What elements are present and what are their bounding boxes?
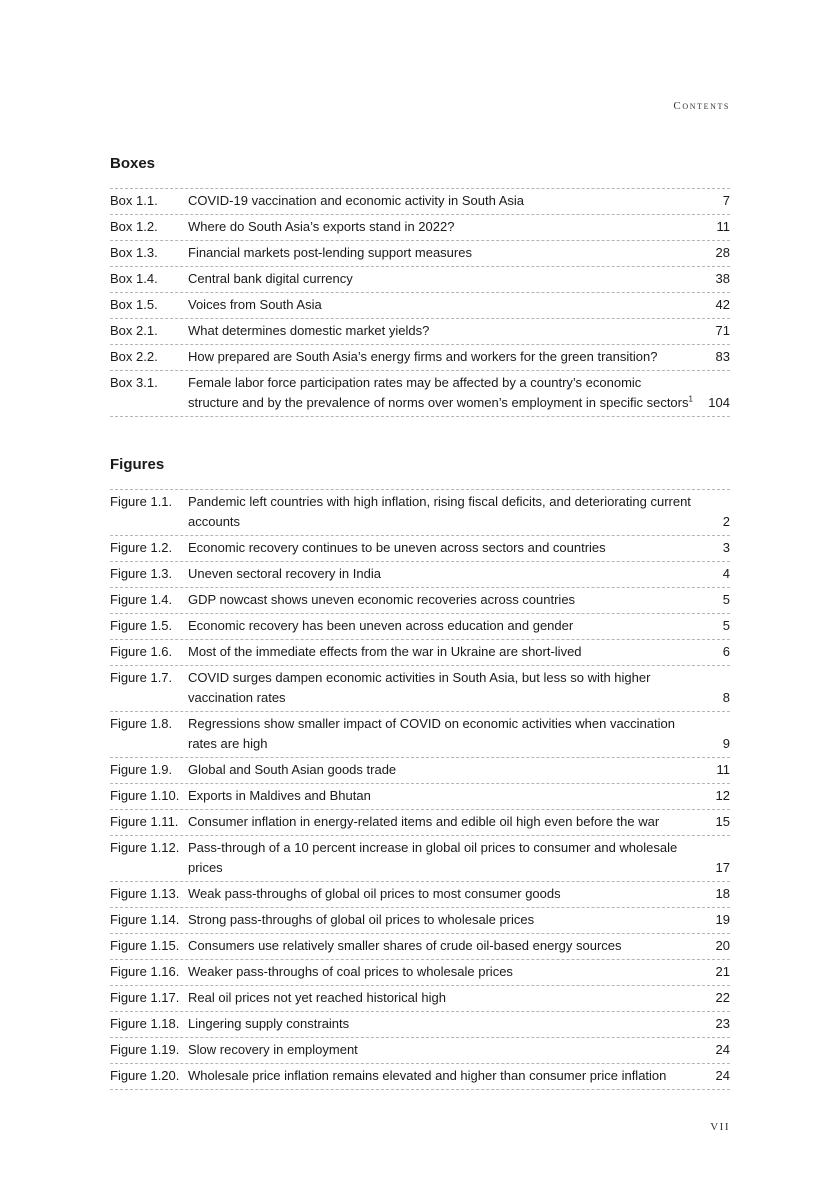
entry-page-number: 11 [716, 219, 730, 234]
entry-title-text: Slow recovery in employment [188, 1042, 358, 1057]
entry-page-number: 71 [715, 323, 730, 338]
entry-title [188, 1040, 702, 1060]
entry-label: Box 1.4. [110, 271, 158, 286]
toc-entry[interactable] [110, 836, 730, 882]
toc-entry[interactable] [110, 241, 730, 267]
entry-label: Figure 1.3. [110, 566, 173, 581]
entry-page-number: 23 [715, 1016, 730, 1031]
entry-title-text: GDP nowcast shows uneven economic recoveries across countries [188, 592, 576, 607]
toc-entry[interactable] [110, 882, 730, 908]
entry-title [188, 642, 702, 662]
entry-page-number: 104 [708, 395, 730, 410]
entry-page-number: 19 [715, 912, 730, 927]
entry-title [188, 668, 702, 708]
toc-entry[interactable] [110, 189, 730, 215]
entry-page-number: 15 [715, 814, 730, 829]
toc-entry[interactable] [110, 712, 730, 758]
entry-title-text: Uneven sectoral recovery in India [188, 566, 381, 581]
entry-title [188, 321, 702, 341]
entry-page-number: 24 [715, 1068, 730, 1083]
entry-page-number: 20 [715, 938, 730, 953]
entry-title [188, 786, 702, 806]
entry-page-number: 21 [715, 964, 730, 979]
entry-label: Figure 1.19. [110, 1042, 180, 1057]
entry-title [188, 243, 702, 263]
entry-page-number: 8 [722, 690, 730, 705]
entry-title-text: COVID surges dampen economic activities in South Asia, but less so with higher vaccination rates [188, 670, 651, 705]
entry-title [188, 838, 702, 878]
entry-label: Box 1.5. [110, 297, 158, 312]
toc-entry[interactable] [110, 215, 730, 241]
footnote-marker[interactable]: 1 [688, 394, 693, 404]
entry-page-number: 5 [722, 592, 730, 607]
toc-entry[interactable] [110, 371, 730, 417]
toc-entry[interactable] [110, 758, 730, 784]
toc-entry[interactable] [110, 960, 730, 986]
toc-entry[interactable] [110, 536, 730, 562]
entry-title [188, 191, 702, 211]
entry-title-text: Regressions show smaller impact of COVID on economic activities when vaccination rates are high [188, 716, 675, 751]
toc-entry[interactable] [110, 810, 730, 836]
entry-title [188, 988, 702, 1008]
entry-page-number: 38 [715, 271, 730, 286]
toc-entry[interactable] [110, 784, 730, 810]
contents-body [110, 154, 730, 1090]
entry-title [188, 269, 702, 289]
figures-heading: Figures [110, 456, 165, 473]
entry-title [188, 616, 702, 636]
entry-page-number: 24 [715, 1042, 730, 1057]
entry-title-text: Weaker pass-throughs of coal prices to wholesale prices [188, 964, 513, 979]
toc-entry[interactable] [110, 1064, 730, 1090]
entry-page-number: 11 [716, 762, 730, 777]
entry-title-text: Economic recovery has been uneven across education and gender [188, 618, 574, 633]
toc-entry[interactable] [110, 562, 730, 588]
entry-title [188, 373, 702, 413]
entry-title-text: Pandemic left countries with high inflation, rising fiscal deficits, and deteriorating current accounts [188, 494, 691, 529]
entry-title-text: Lingering supply constraints [188, 1016, 350, 1031]
entry-label: Figure 1.12. [110, 840, 180, 855]
boxes-list [110, 188, 730, 417]
entry-title [188, 492, 702, 532]
entry-title [188, 962, 702, 982]
entry-label: Figure 1.14. [110, 912, 180, 927]
entry-label: Figure 1.18. [110, 1016, 180, 1031]
entry-label: Box 2.2. [110, 349, 158, 364]
entry-page-number: 22 [715, 990, 730, 1005]
toc-entry[interactable] [110, 293, 730, 319]
entry-label: Figure 1.4. [110, 592, 173, 607]
entry-label: Figure 1.7. [110, 670, 173, 685]
entry-page-number: 18 [715, 886, 730, 901]
entry-page-number: 17 [715, 860, 730, 875]
entry-title-text: Strong pass-throughs of global oil prices to wholesale prices [188, 912, 535, 927]
entry-title [188, 295, 702, 315]
toc-entry[interactable] [110, 1038, 730, 1064]
toc-entry[interactable] [110, 345, 730, 371]
entry-title-text: Where do South Asia’s exports stand in 2022? [188, 219, 455, 234]
entry-label: Box 3.1. [110, 375, 158, 390]
entry-label: Figure 1.9. [110, 762, 173, 777]
entry-label: Box 1.3. [110, 245, 158, 260]
toc-entry[interactable] [110, 640, 730, 666]
entry-label: Figure 1.10. [110, 788, 180, 803]
figures-list [110, 489, 730, 1090]
entry-title-text: Consumers use relatively smaller shares of crude oil-based energy sources [188, 938, 622, 953]
entry-title-text: Real oil prices not yet reached historical high [188, 990, 446, 1005]
toc-entry[interactable] [110, 319, 730, 345]
entry-page-number: 2 [722, 514, 730, 529]
entry-title-text: Central bank digital currency [188, 271, 353, 286]
toc-entry[interactable] [110, 908, 730, 934]
entry-title [188, 217, 702, 237]
toc-entry[interactable] [110, 1012, 730, 1038]
entry-title [188, 347, 702, 367]
toc-entry[interactable] [110, 666, 730, 712]
entry-page-number: 12 [715, 788, 730, 803]
entry-page-number: 6 [722, 644, 730, 659]
entry-label: Figure 1.1. [110, 494, 173, 509]
toc-entry[interactable] [110, 934, 730, 960]
toc-entry[interactable] [110, 267, 730, 293]
entry-label: Figure 1.11. [110, 814, 179, 829]
entry-page-number: 3 [722, 540, 730, 555]
entry-title-text: Wholesale price inflation remains elevated and higher than consumer price inflation [188, 1068, 667, 1083]
entry-title [188, 884, 702, 904]
entry-page-number: 9 [722, 736, 730, 751]
entry-page-number: 83 [715, 349, 730, 364]
boxes-heading: Boxes [110, 155, 156, 172]
entry-label: Figure 1.16. [110, 964, 180, 979]
entry-title-text: How prepared are South Asia’s energy firms and workers for the green transition? [188, 349, 658, 364]
entry-title-text: Economic recovery continues to be uneven across sectors and countries [188, 540, 606, 555]
entry-title [188, 538, 702, 558]
entry-title-text: Financial markets post-lending support measures [188, 245, 472, 260]
entry-title-text: Exports in Maldives and Bhutan [188, 788, 371, 803]
entry-title-text: COVID-19 vaccination and economic activity in South Asia [188, 193, 525, 208]
entry-title [188, 936, 702, 956]
entry-label: Figure 1.5. [110, 618, 173, 633]
entry-label: Figure 1.6. [110, 644, 173, 659]
entry-page-number: 4 [722, 566, 730, 581]
entry-title [188, 564, 702, 584]
entry-title [188, 760, 702, 780]
toc-entry[interactable] [110, 490, 730, 536]
toc-entry[interactable] [110, 614, 730, 640]
entry-title-text: Voices from South Asia [188, 297, 322, 312]
toc-entry[interactable] [110, 588, 730, 614]
entry-title-text: Weak pass-throughs of global oil prices to most consumer goods [188, 886, 561, 901]
entry-page-number: 5 [722, 618, 730, 633]
entry-page-number: 42 [715, 297, 730, 312]
entry-title [188, 714, 702, 754]
entry-title [188, 1014, 702, 1034]
entry-title [188, 910, 702, 930]
entry-title [188, 590, 702, 610]
entry-label: Figure 1.17. [110, 990, 180, 1005]
entry-title [188, 812, 702, 832]
entry-label: Figure 1.13. [110, 886, 180, 901]
page-number: VII [710, 1121, 730, 1133]
entry-title-text: What determines domestic market yields? [188, 323, 430, 338]
entry-page-number: 7 [722, 193, 730, 208]
entry-label: Figure 1.20. [110, 1068, 180, 1083]
entry-label: Figure 1.2. [110, 540, 173, 555]
entry-page-number: 28 [715, 245, 730, 260]
entry-title-text: Global and South Asian goods trade [188, 762, 397, 777]
entry-title-text: Female labor force participation rates may be affected by a country’s economic structure and by the prevalence of norms over women’s employment in specific sectors [188, 375, 689, 410]
toc-entry[interactable] [110, 986, 730, 1012]
entry-title [188, 1066, 702, 1086]
entry-label: Figure 1.8. [110, 716, 173, 731]
entry-label: Box 2.1. [110, 323, 158, 338]
entry-label: Figure 1.15. [110, 938, 180, 953]
entry-title-text: Pass-through of a 10 percent increase in global oil prices to consumer and wholesale prices [188, 840, 678, 875]
entry-label: Box 1.1. [110, 193, 158, 208]
entry-title-text: Consumer inflation in energy-related items and edible oil high even before the war [188, 814, 660, 829]
entry-label: Box 1.2. [110, 219, 158, 234]
entry-title-text: Most of the immediate effects from the war in Ukraine are short-lived [188, 644, 582, 659]
running-head: Contents [673, 100, 730, 112]
